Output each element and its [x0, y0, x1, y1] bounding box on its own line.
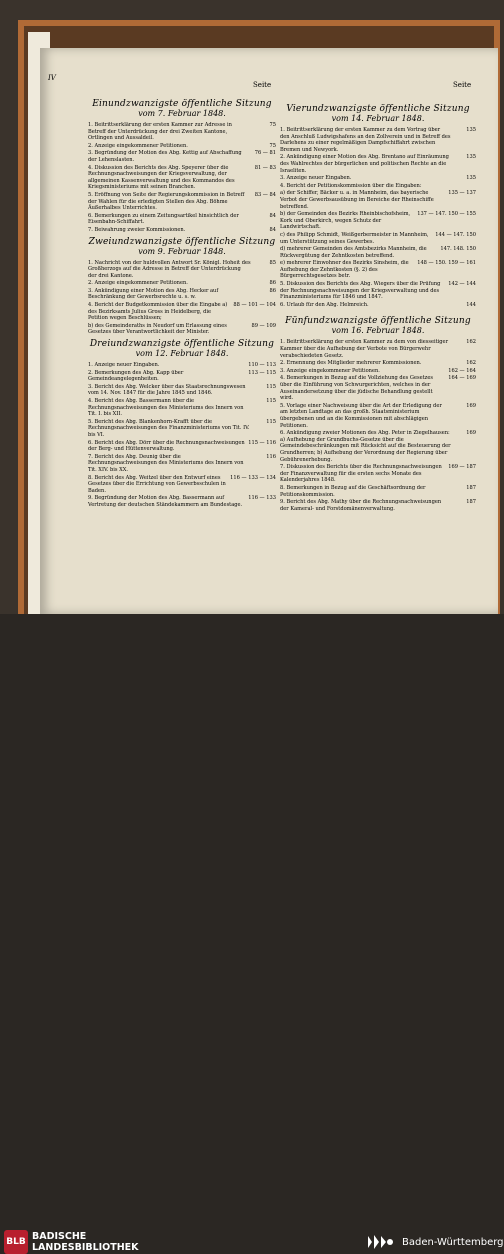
- toc-entry-text: 2. Anzeige eingekommener Petitionen.: [88, 280, 188, 287]
- toc-entry: [88, 440, 276, 453]
- blb-line1: BADISCHE: [32, 1231, 87, 1242]
- toc-entry: [88, 302, 276, 322]
- toc-entry-text: 4. Diskussion des Berichts des Abg. Speyerer über die Rechnungsnachweisungen der Kriegsverwaltung, der allgemeinen Kassenverwaltung und des Kommandos des Kriegsministeriums mit seinen Branchen.: [88, 164, 235, 191]
- session-date: vom 16. Februar 1848.: [331, 326, 425, 336]
- toc-entry-text: 6. Bemerkungen zu einem Zeitungsartikel hinsichtlich der Eisenbahn-Schiffahrt.: [88, 212, 239, 226]
- toc-entry-text: 6. Ankündigung zweier Motionen des Abg. Peter in Ziegelhausen: a) Aufhebung der Grundbuchs-Gesetze über die Gemeindebeschränkungen mit Rücksicht auf die Besteuerung der Grundherren; b) Aufhebung der Verordnung der Regierung über Gebührenerhebung.: [280, 430, 451, 463]
- toc-entry: [280, 430, 476, 463]
- toc-entry-page: 162: [466, 339, 476, 346]
- toc-entry: [88, 495, 276, 508]
- toc-entry-page: 89 — 109: [251, 322, 276, 329]
- toc-entry: [280, 281, 476, 301]
- toc-entry-page: 86: [269, 287, 276, 294]
- toc-entry: [280, 302, 476, 309]
- toc-entry: [88, 122, 276, 142]
- toc-entry-text: 9. Begründung der Motion des Abg. Bassermann auf Vertretung der deutschen Ständekammern am Bundestage.: [88, 495, 243, 508]
- toc-entry-text: 6. Urlaub für den Abg. Helmreich.: [280, 301, 369, 308]
- toc-entry-page: 115: [266, 418, 276, 425]
- toc-entry-text: 5. Diskussion des Berichts des Abg. Wiegers über die Prüfung der Rechnungsnachweisungen der Kriegsverwaltung und des Finanzministeriums für 1846 und 1847.: [280, 281, 441, 301]
- toc-entry-page: 135: [466, 127, 476, 133]
- toc-entry-page: 84: [269, 212, 276, 219]
- toc-entry-text: 5. Bericht des Abg. Blankenhorn-Krafft über die Rechnungsnachweisungen des Finanzministeriums von Tit. IV. bis VI.: [88, 418, 250, 438]
- toc-entry: [280, 232, 476, 245]
- session-date: vom 14. Februar 1848.: [331, 114, 425, 123]
- toc-entry-page: 115: [266, 398, 276, 404]
- toc-entry-text: 1. Nachricht von der huldvollen Antwort Sr. Königl. Hoheit des Großherzogs auf die Adresse in Betreff der Unterdrückung der drei Kantone.: [88, 259, 251, 279]
- toc-entry-text: 4. Bemerkungen in Bezug auf die Vollziehung des Gesetzes über die Einführung von Schwurgerichten, welches in der Auseinandersetzung über die jüdische Behandlung gestellt wird.: [280, 375, 433, 402]
- toc-entry-page: 75: [269, 122, 276, 128]
- toc-entry-text: 9. Bericht des Abg. Mathy über die Rechnungsnachweisungen der Kameral- und Forstdomänenverwaltung.: [280, 499, 442, 512]
- toc-entry: [88, 143, 276, 150]
- toc-entry-page: 75: [269, 142, 276, 149]
- toc-entry: [280, 499, 476, 512]
- session-date: vom 9. Februar 1848.: [138, 246, 226, 256]
- toc-entry-page: 147. 148. 150: [440, 246, 476, 253]
- toc-entry: [88, 280, 276, 287]
- toc-entry: [280, 246, 476, 259]
- toc-entry: [88, 370, 276, 383]
- toc-entry-page: 85: [269, 259, 276, 266]
- session-title: Zweiundzwanzigste öffentliche Sitzung: [88, 236, 276, 247]
- toc-entry-page: 81 — 83: [254, 164, 276, 171]
- session-title: Fünfundzwanzigste öffentliche Sitzung: [285, 316, 471, 327]
- toc-entry-text: 7. Beiwahrung zweier Kommissionen.: [88, 226, 186, 233]
- toc-entry: [88, 323, 276, 336]
- toc-entry: [280, 375, 476, 401]
- page-number: IV: [48, 74, 56, 82]
- toc-entry: [280, 175, 476, 182]
- toc-entry-page: 135: [466, 175, 476, 182]
- baden-wuerttemberg-label[interactable]: Baden-Württemberg: [402, 1237, 504, 1248]
- toc-entry-page: 113 — 115: [248, 369, 276, 376]
- toc-entry-text: 1. Beitrittserklärung der ersten Kammer zur Adresse in Betreff der Unterdrückung der drei Zweiten Kantone, Ortlingen und Aussaldeil.: [88, 122, 232, 142]
- toc-entry-page: 135: [466, 154, 476, 161]
- toc-entry-page: 169 — 187: [448, 464, 476, 471]
- toc-entry-page: 144 — 147. 150: [435, 231, 476, 238]
- toc-entry-text: b) des Gemeinderaths in Neudorf um Erlassung eines Gesetzes über Verantwortlichkeit der Minister.: [88, 322, 227, 336]
- toc-entry-text: 1. Anzeige neuer Eingaben.: [88, 362, 160, 369]
- toc-entry-text: 3. Anzeige neuer Eingaben.: [280, 175, 352, 182]
- scan-background: [0, 0, 504, 614]
- toc-entry: [280, 339, 476, 359]
- toc-entry: [280, 127, 476, 153]
- toc-entry: [88, 192, 276, 212]
- toc-entry-page: 164 — 169: [448, 375, 476, 382]
- toc-entry-text: 3. Anzeige eingekommener Petitionen.: [280, 367, 380, 374]
- toc-entry: [88, 454, 276, 474]
- seite-label-right: Seite: [453, 81, 472, 89]
- toc-entry-page: 116 — 133: [248, 495, 276, 502]
- toc-entry-page: 115: [266, 383, 276, 390]
- toc-entry: [88, 475, 276, 495]
- toc-entry-text: 2. Ernennung des Mitglieder mehrerer Kommissionen.: [280, 360, 422, 367]
- toc-entry: [280, 190, 476, 210]
- toc-entry-text: 2. Anzeige eingekommener Petitionen.: [88, 142, 188, 149]
- toc-entry: [280, 403, 476, 429]
- toc-entry-text: 1. Beitrittserklärung der ersten Kammer zu dem Vortrag über den Anschluß Ludwigshafens an den Zollverein und in Betreff des Darlehens zu einer regelmäßigen Dampfschiffahrt zwischen Bremen und Newyork.: [280, 127, 451, 153]
- toc-entry-text: e) mehrerer Einwohner des Bezirks Sinsheim, die Aufhebung der Zehntkosten (§. 2) des Bürgerrechtsgesetzes betr.: [280, 260, 409, 280]
- toc-entry: [88, 227, 276, 234]
- toc-entry: [88, 150, 276, 163]
- session-title: Einundzwanzigste öffentliche Sitzung: [92, 99, 272, 109]
- toc-entry-page: 115 — 116: [248, 439, 276, 446]
- toc-entry-page: 144: [466, 301, 476, 308]
- toc-entry-page: 76 — 81: [254, 150, 276, 157]
- toc-entry: [280, 464, 476, 484]
- toc-entry-page: [454, 183, 476, 190]
- toc-entry-page: 86: [269, 280, 276, 287]
- toc-entry: [280, 360, 476, 367]
- toc-entry-page: 162: [466, 360, 476, 367]
- toc-entry-page: 162 — 164: [448, 367, 476, 374]
- toc-entry: [280, 211, 476, 231]
- blb-logo[interactable]: BLB: [4, 1230, 28, 1254]
- toc-entry-text: 7. Bericht des Abg. Deunig über die Rechnungsnachweisungen des Ministeriums des Innern von Tit. XIV. bis XX.: [88, 453, 244, 473]
- toc-entry: [280, 154, 476, 174]
- toc-entry-text: 1. Beitrittserklärung der ersten Kammer zu dem von diesseitiger Kammer über die Aufhebung der Verbote von Bürgerwehr verabschiedeten Gesetz.: [280, 339, 449, 359]
- toc-entry-text: 2. Ankündigung einer Motion des Abg. Brentano auf Einräumung des Wahlrechtes der bürgerlichen und politischen Rechte an die Israeliten.: [280, 154, 449, 174]
- toc-entry-page: 116 — 133 — 134: [230, 474, 276, 481]
- toc-entry-text: 3. Begründung der Motion des Abg. Kettig auf Abschaffung der Lehenslasten.: [88, 150, 242, 163]
- toc-entry-text: 4. Bericht der Budgetkommission über die Eingabe a) des Bezirksamts Julius Gross in Heidelberg, die Petition wegen Beschlüssen;: [88, 302, 228, 322]
- blb-line2: LANDESBIBLIOTHEK: [32, 1242, 139, 1253]
- toc-entry-page: 148 — 150. 159 — 161: [417, 260, 476, 267]
- toc-entry-page: 142 — 144: [448, 281, 476, 288]
- toc-entry: [280, 485, 476, 498]
- session-title: Dreiundzwanzigste öffentliche Sitzung: [89, 339, 275, 350]
- toc-entry-text: 5. Eröffnung von Seite der Regierungskommission in Betreff der Wahlen für die erledigten Stellen des Abg. Böhme Äußerhalbes Unterrichtes.: [88, 191, 245, 212]
- toc-entry: [88, 213, 276, 226]
- toc-entry-page: 84: [269, 226, 276, 233]
- toc-entry-page: 88 — 101 — 104: [233, 302, 276, 309]
- toc-entry-text: d) mehrerer Gemeinden des Amtsbezirks Mannheim, die Rückvergütung der Zehntkosten betreffend.: [280, 246, 427, 259]
- toc-entry: [280, 260, 476, 280]
- toc-entry: [88, 288, 276, 301]
- session-title: Vierundzwanzigste öffentliche Sitzung: [286, 104, 470, 114]
- toc-entry-page: 137 — 147. 150 — 155: [417, 211, 476, 218]
- toc-entry-page: 187: [466, 499, 476, 506]
- toc-entry-page: 187: [466, 484, 476, 491]
- toc-entry: [88, 165, 276, 191]
- toc-entry-text: 6. Bericht des Abg. Dörr über die Rechnungsnachweisungen der Berg- und Hüttenverwaltung.: [88, 439, 245, 453]
- right-column: [280, 96, 476, 513]
- toc-entry: [88, 398, 276, 418]
- toc-entry-text: a) der Schiffer, Bäcker u. a. in Mannheim, das bayerische Verbot der Gewerbsausübung im Bereiche der Rheinschiffe betreffend.: [280, 190, 434, 210]
- toc-entry-text: 7. Diskussion des Berichts über die Rechnungsnachweisungen der Finanzverwaltung für die ersten sechs Monate des Kalenderjahres 1848.: [280, 464, 442, 484]
- session-date: vom 7. Februar 1848.: [138, 109, 226, 118]
- session-date: vom 12. Februar 1848.: [135, 349, 229, 359]
- toc-entry: [280, 368, 476, 375]
- toc-entry-page: 169: [466, 402, 476, 409]
- toc-entry: [280, 183, 476, 190]
- toc-entry-text: 8. Bemerkungen in Bezug auf die Geschäftsordnung der Petitionskommission.: [280, 484, 426, 498]
- viewer-footer: [0, 614, 504, 1253]
- left-column: [88, 96, 276, 510]
- baden-wuerttemberg-crest-icon: [365, 1232, 395, 1252]
- toc-entry-text: 8. Bericht des Abg. Weitzel über den Entwurf eines Gesetzes über die Errichtung von Gewerbsschulen in Baden.: [88, 474, 226, 494]
- toc-entry-text: 2. Bemerkungen des Abg. Kapp über Gemeindeangelegenheiten.: [88, 369, 184, 383]
- toc-entry-text: b) der Gemeinden des Bezirks Rheinbischofsheim, Kork und Oberkirch, wegen Schutz der Landwirtschaft.: [280, 211, 411, 231]
- toc-entry-page: 135 — 137: [448, 190, 476, 197]
- toc-entry: [88, 384, 276, 397]
- toc-entry-text: 4. Bericht der Petitionskommission über die Eingaben:: [280, 182, 422, 189]
- toc-entry-page: 83 — 84: [254, 191, 276, 198]
- blb-name[interactable]: [32, 1231, 139, 1253]
- toc-entry-text: 3. Ankündigung einer Motion des Abg. Hecker auf Beschränkung der Gewerbsrechte u. s. w.: [88, 287, 219, 301]
- toc-entry-page: 116: [266, 453, 276, 460]
- toc-entry: [88, 362, 276, 369]
- toc-entry-text: c) des Philipp Schmidt, Weißgerbermeister in Mannheim, um Unterstützung seines Gewerbes.: [280, 231, 429, 245]
- seite-label-left: Seite: [253, 81, 272, 89]
- toc-entry-text: 4. Bericht des Abg. Bassermann über die Rechnungsnachweisungen des Ministeriums des Innern von Tit. I. bis XII.: [88, 398, 244, 418]
- toc-entry-page: 110 — 113: [248, 362, 276, 369]
- toc-entry-page: 169: [466, 430, 476, 437]
- toc-entry-text: 5. Vorlage einer Nachweisung über die Art der Erledigung der am letzten Landtage an das großh. Staatsministerium übergebenen und an die Kommissionen mit abschlägigen Petitionen.: [280, 402, 442, 429]
- toc-entry-text: 3. Bericht des Abg. Welcker über das Staatsrechnungswesen vom 14. Nov. 1847 für die Jahre 1845 und 1846.: [88, 383, 246, 397]
- toc-entry: [88, 419, 276, 439]
- toc-entry: [88, 260, 276, 280]
